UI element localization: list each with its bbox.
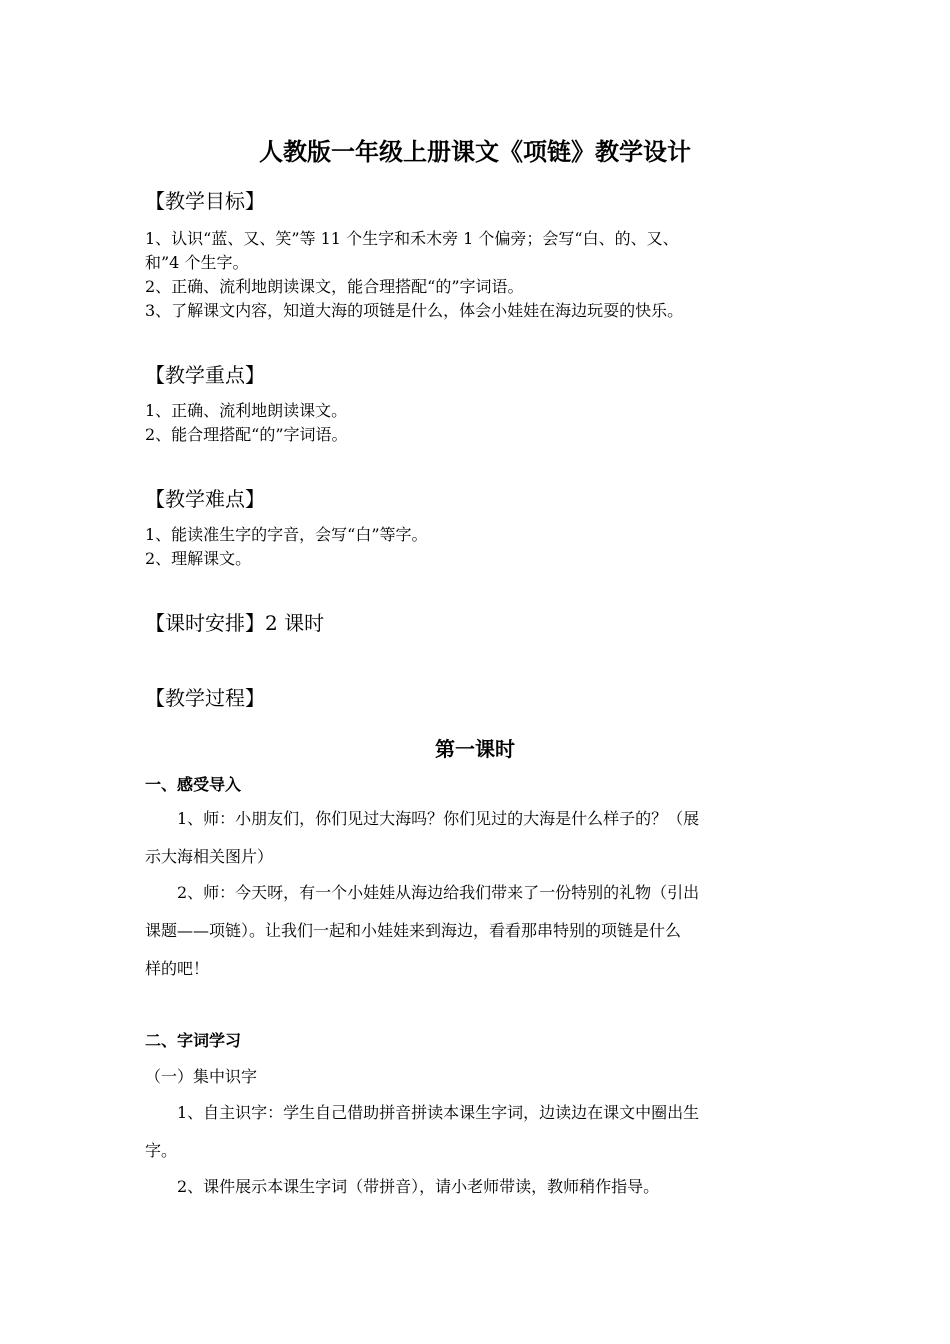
part1-line: 示大海相关图片） xyxy=(145,847,274,866)
objectives-item: 2、正确、流利地朗读课文，能合理搭配“的”字词语。 xyxy=(145,277,524,296)
part2-heading: 二、字词学习 xyxy=(145,1031,242,1050)
key-points-heading: 【教学重点】 xyxy=(145,363,265,387)
part2-line: 字。 xyxy=(145,1141,178,1160)
schedule-heading: 【课时安排】2 课时 xyxy=(145,611,325,635)
process-heading: 【教学过程】 xyxy=(145,686,265,710)
part1-line: 2、师：今天呀，有一个小娃娃从海边给我们带来了一份特别的礼物（引出 xyxy=(177,883,700,902)
part1-line: 1、师：小朋友们，你们见过大海吗？你们见过的大海是什么样子的？（展 xyxy=(177,809,700,828)
objectives-item: 和”4 个生字。 xyxy=(145,253,249,272)
objectives-item: 1、认识“蓝、又、笑”等 11 个生字和禾木旁 1 个偏旁；会写“白、的、又、 xyxy=(145,229,679,248)
part2-line: 2、课件展示本课生字词（带拼音），请小老师带读，教师稍作指导。 xyxy=(177,1177,660,1196)
document-title: 人教版一年级上册课文《项链》教学设计 xyxy=(259,137,691,166)
part1-heading: 一、感受导入 xyxy=(145,775,242,794)
part2-subheading: （一）集中识字 xyxy=(145,1067,258,1086)
part1-line: 课题——项链）。让我们一起和小娃娃来到海边，看看那串特别的项链是什么 xyxy=(145,921,682,940)
difficulties-item: 1、能读准生字的字音，会写“白”等字。 xyxy=(145,525,428,544)
difficulties-heading: 【教学难点】 xyxy=(145,487,265,511)
objectives-heading: 【教学目标】 xyxy=(145,189,265,213)
difficulties-item: 2、理解课文。 xyxy=(145,549,252,568)
key-points-item: 1、正确、流利地朗读课文。 xyxy=(145,401,348,420)
objectives-item: 3、了解课文内容，知道大海的项链是什么，体会小娃娃在海边玩耍的快乐。 xyxy=(145,301,684,320)
part1-line: 样的吧！ xyxy=(145,959,210,978)
key-points-item: 2、能合理搭配“的”字词语。 xyxy=(145,425,348,444)
part2-line: 1、自主识字：学生自己借助拼音拼读本课生字词，边读边在课文中圈出生 xyxy=(177,1103,700,1122)
lesson1-heading: 第一课时 xyxy=(435,737,515,761)
